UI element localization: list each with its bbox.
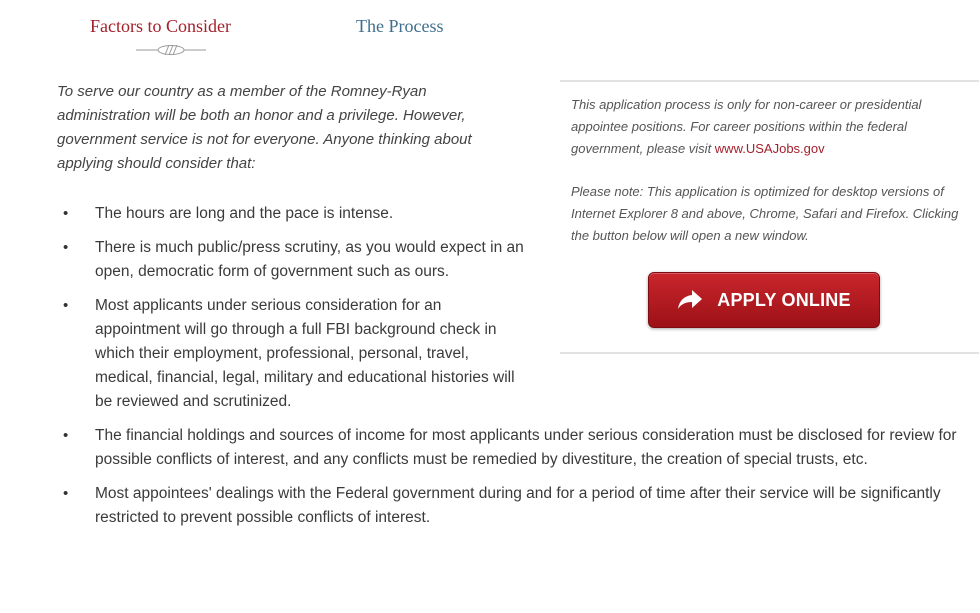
share-arrow-icon	[677, 289, 703, 311]
application-sidebar	[560, 80, 979, 354]
list-item: • Most applicants under serious consideration for an appointment will go through a full FBI background check in which their employment, professional, personal, travel, medical, financial, legal, military and educational histories will be reviewed and scrutinized.	[57, 294, 525, 414]
usajobs-link[interactable]: www.USAJobs.gov	[714, 141, 825, 156]
apply-online-button[interactable]	[648, 272, 880, 328]
list-item: • Most appointees' dealings with the Federal government during and for a period of time after their service will be significantly restricted to prevent possible conflicts of interest.	[57, 482, 957, 530]
list-item: • There is much public/press scrutiny, as you would expect in an open, democratic form of government such as ours.	[57, 236, 525, 284]
intro-text: To serve our country as a member of the Romney-Ryan administration will be both an honor and a privilege. However, government service is not for everyone. Anyone thinking about applying should consider that:	[57, 83, 472, 172]
tab-factors-to-consider[interactable]: Factors to Consider	[90, 16, 231, 36]
tab-ornament-icon	[136, 42, 206, 58]
browser-note: Please note: This application is optimized for desktop versions of Internet Explorer 8 and above, Chrome, Safari and Firefox. Clicking the button below will open a new window.	[571, 184, 959, 243]
eligibility-note	[571, 94, 971, 160]
tab-the-process[interactable]: The Process	[356, 16, 444, 36]
list-item: • The hours are long and the pace is intense.	[57, 202, 525, 226]
eligibility-note-text: This application process is only for non-career or presidential appointee positions. For career positions within the federal government, please visit	[571, 97, 922, 156]
apply-online-label: APPLY ONLINE	[717, 289, 851, 310]
list-item: • The financial holdings and sources of income for most applicants under serious consideration must be disclosed for review for possible conflicts of interest, and any conflicts must be remedied by divestiture, the creation of special trusts, etc.	[57, 424, 957, 472]
